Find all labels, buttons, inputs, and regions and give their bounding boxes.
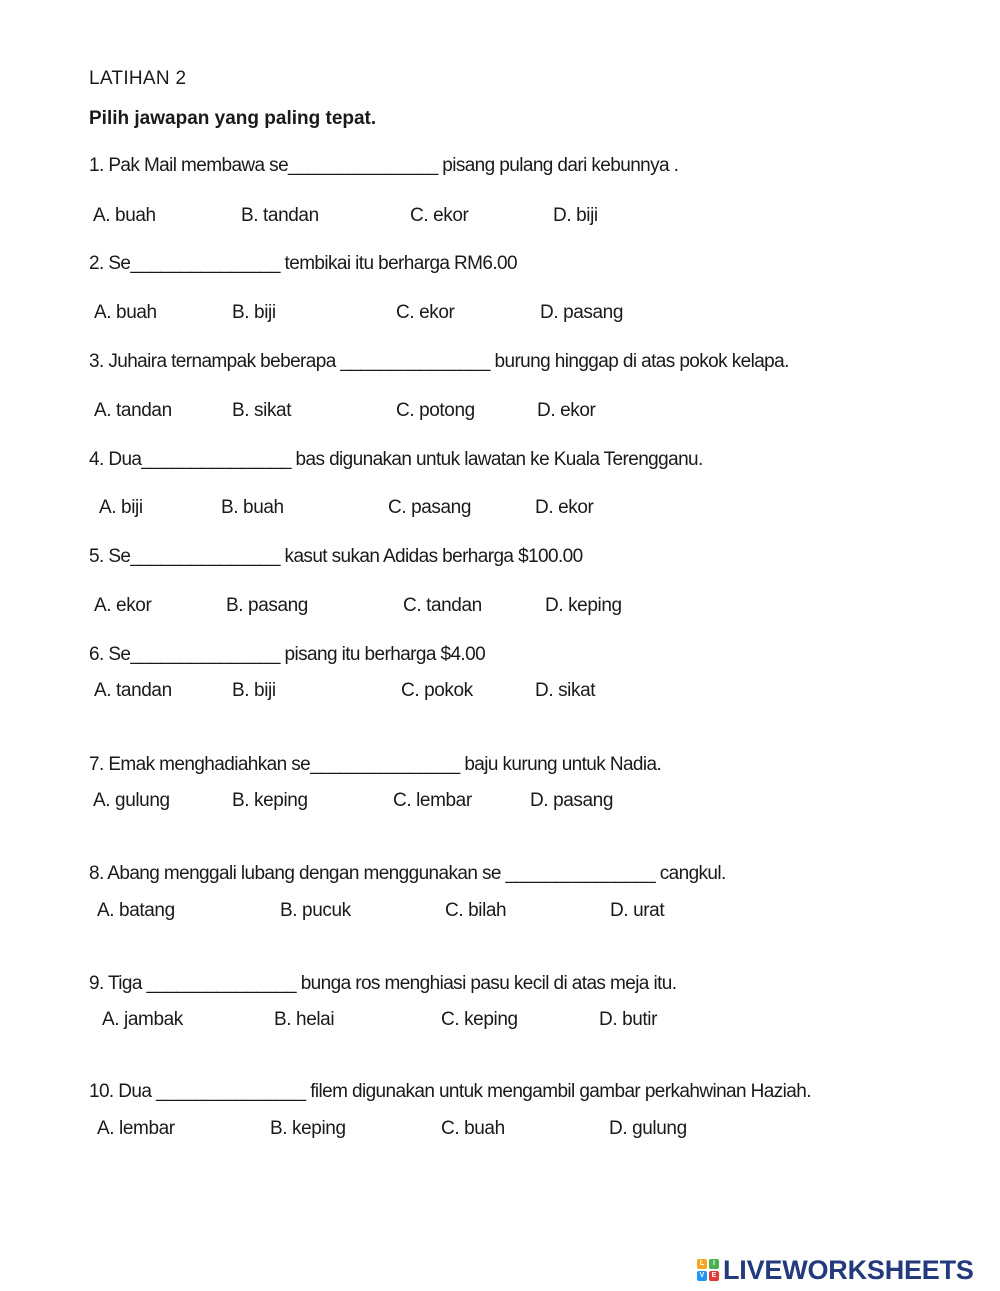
- question-3-option-d[interactable]: D. ekor: [537, 400, 596, 421]
- logo-mark-cell: E: [709, 1271, 719, 1281]
- question-10-option-a[interactable]: A. lembar: [97, 1118, 175, 1139]
- question-8-option-c[interactable]: C. bilah: [445, 900, 507, 921]
- question-3-option-b[interactable]: B. sikat: [232, 400, 292, 421]
- worksheet-title: LATIHAN 2: [89, 68, 187, 89]
- question-4-option-d[interactable]: D. ekor: [535, 497, 594, 518]
- question-4-option-b[interactable]: B. buah: [221, 497, 284, 518]
- question-7-option-a[interactable]: A. gulung: [93, 790, 170, 811]
- question-9-option-c[interactable]: C. keping: [441, 1009, 518, 1030]
- logo-mark-cell: L: [697, 1259, 707, 1269]
- question-8-option-d[interactable]: D. urat: [610, 900, 665, 921]
- liveworksheets-logo[interactable]: [697, 1254, 974, 1286]
- question-6-option-c[interactable]: C. pokok: [401, 680, 473, 701]
- question-6-text: 6. Se_______________ pisang itu berharga $4.00: [89, 644, 486, 665]
- question-1-option-c[interactable]: C. ekor: [410, 205, 469, 226]
- question-7-text: 7. Emak menghadiahkan se_______________ baju kurung untuk Nadia.: [89, 754, 662, 775]
- question-1-option-d[interactable]: D. biji: [553, 205, 598, 226]
- question-4-text: 4. Dua_______________ bas digunakan untuk lawatan ke Kuala Terengganu.: [89, 449, 703, 470]
- question-2-option-a[interactable]: A. buah: [94, 302, 157, 323]
- question-2-option-d[interactable]: D. pasang: [540, 302, 624, 323]
- worksheet-instruction: Pilih jawapan yang paling tepat.: [89, 108, 377, 129]
- question-8-option-b[interactable]: B. pucuk: [280, 900, 351, 921]
- question-6-option-a[interactable]: A. tandan: [94, 680, 172, 701]
- question-3-option-a[interactable]: A. tandan: [94, 400, 172, 421]
- question-3-text: 3. Juhaira ternampak beberapa _______________ burung hinggap di atas pokok kelapa.: [89, 351, 789, 372]
- question-10-text: 10. Dua _______________ filem digunakan untuk mengambil gambar perkahwinan Haziah.: [89, 1081, 811, 1102]
- question-5-text: 5. Se_______________ kasut sukan Adidas berharga $100.00: [89, 546, 583, 567]
- question-3-option-c[interactable]: C. potong: [396, 400, 475, 421]
- question-5-option-a[interactable]: A. ekor: [94, 595, 152, 616]
- question-2-text: 2. Se_______________ tembikai itu berharga RM6.00: [89, 253, 517, 274]
- question-6-option-b[interactable]: B. biji: [232, 680, 276, 701]
- question-10-option-b[interactable]: B. keping: [270, 1118, 346, 1139]
- question-7-option-b[interactable]: B. keping: [232, 790, 308, 811]
- liveworksheets-logo-icon: [697, 1259, 719, 1281]
- question-10-option-d[interactable]: D. gulung: [609, 1118, 687, 1139]
- question-4-option-c[interactable]: C. pasang: [388, 497, 472, 518]
- question-1-option-a[interactable]: A. buah: [93, 205, 156, 226]
- question-8-text: 8. Abang menggali lubang dengan menggunakan se _______________ cangkul.: [89, 863, 726, 884]
- question-10-option-c[interactable]: C. buah: [441, 1118, 505, 1139]
- question-5-option-c[interactable]: C. tandan: [403, 595, 482, 616]
- question-1-text: 1. Pak Mail membawa se_______________ pisang pulang dari kebunnya .: [89, 155, 679, 176]
- question-8-option-a[interactable]: A. batang: [97, 900, 175, 921]
- question-9-option-d[interactable]: D. butir: [599, 1009, 658, 1030]
- question-4-option-a[interactable]: A. biji: [99, 497, 143, 518]
- question-9-text: 9. Tiga _______________ bunga ros menghiasi pasu kecil di atas meja itu.: [89, 973, 677, 994]
- question-2-option-b[interactable]: B. biji: [232, 302, 276, 323]
- question-7-option-d[interactable]: D. pasang: [530, 790, 614, 811]
- question-9-option-b[interactable]: B. helai: [274, 1009, 335, 1030]
- question-7-option-c[interactable]: C. lembar: [393, 790, 472, 811]
- question-6-option-d[interactable]: D. sikat: [535, 680, 596, 701]
- question-2-option-c[interactable]: C. ekor: [396, 302, 455, 323]
- question-5-option-d[interactable]: D. keping: [545, 595, 622, 616]
- logo-mark-cell: I: [709, 1259, 719, 1269]
- question-5-option-b[interactable]: B. pasang: [226, 595, 308, 616]
- question-9-option-a[interactable]: A. jambak: [102, 1009, 183, 1030]
- question-1-option-b[interactable]: B. tandan: [241, 205, 319, 226]
- liveworksheets-logo-text: LIVEWORKSHEETS: [723, 1254, 974, 1285]
- logo-mark-cell: V: [697, 1271, 707, 1281]
